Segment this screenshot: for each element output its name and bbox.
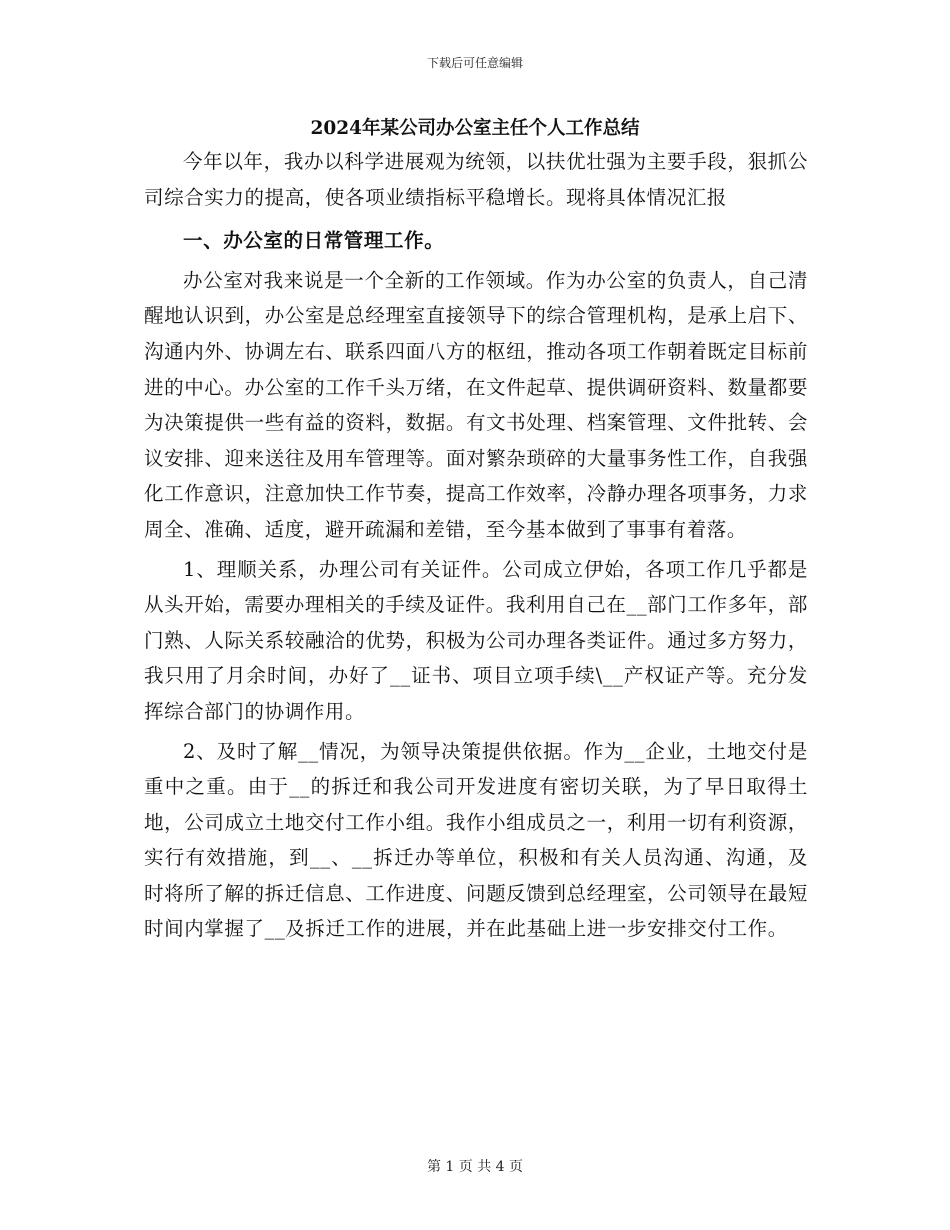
page-number: 第 1 页 共 4 页 [426, 1159, 524, 1175]
document-title: 2024年某公司办公室主任个人工作总结 [310, 118, 640, 139]
intro-paragraph: 今年以年，我办以科学进展观为统领，以扶优壮强为主要手段，狠抓公司综合实力的提高，使各项业绩指标平稳增长。现将具体情况汇报 [144, 150, 808, 209]
header-note: 下载后可任意编辑 [426, 56, 523, 70]
body-paragraph: 1、理顺关系，办理公司有关证件。公司成立伊始，各项工作几乎都是从头开始，需要办理相关的手续及证件。我利用自己在__部门工作多年，部门熟、人际关系较融洽的优势，积极为公司办理各类证件。通过多方努力，我只用了月余时间，办好了__证书、项目立项手续\__产权证产等。充分发挥综合部门的协调作用。 [144, 557, 808, 723]
section-heading: 一、办公室的日常管理工作。 [183, 229, 445, 253]
body-paragraph: 办公室对我来说是一个全新的工作领域。作为办公室的负责人，自己清醒地认识到，办公室是总经理室直接领导下的综合管理机构，是承上启下、沟通内外、协调左右、联系四面八方的枢纽，推动各项工作朝着既定目标前进的中心。办公室的工作千头万绪，在文件起草、提供调研资料、数量都要为决策提供一些有益的资料，数据。有文书处理、档案管理、文件批转、会议安排、迎来送往及用车管理等。面对繁杂琐碎的大量事务性工作，自我强化工作意识，注意加快工作节奏，提高工作效率，冷静办理各项事务，力求周全、准确、适度，避开疏漏和差错，至今基本做到了事事有着落。 [144, 268, 808, 541]
document-body [144, 144, 808, 949]
body-paragraph: 2、及时了解__情况，为领导决策提供依据。作为__企业，土地交付是重中之重。由于__的拆迁和我公司开发进度有密切关联，为了早日取得土地，公司成立土地交付工作小组。我作小组成员之一，利用一切有利资源，实行有效措施，到__、__拆迁办等单位，积极和有关人员沟通、沟通，及时将所了解的拆迁信息、工作进度、问题反馈到总经理室，公司领导在最短时间内掌握了__及拆迁工作的进展，并在此基础上进一步安排交付工作。 [144, 739, 808, 941]
